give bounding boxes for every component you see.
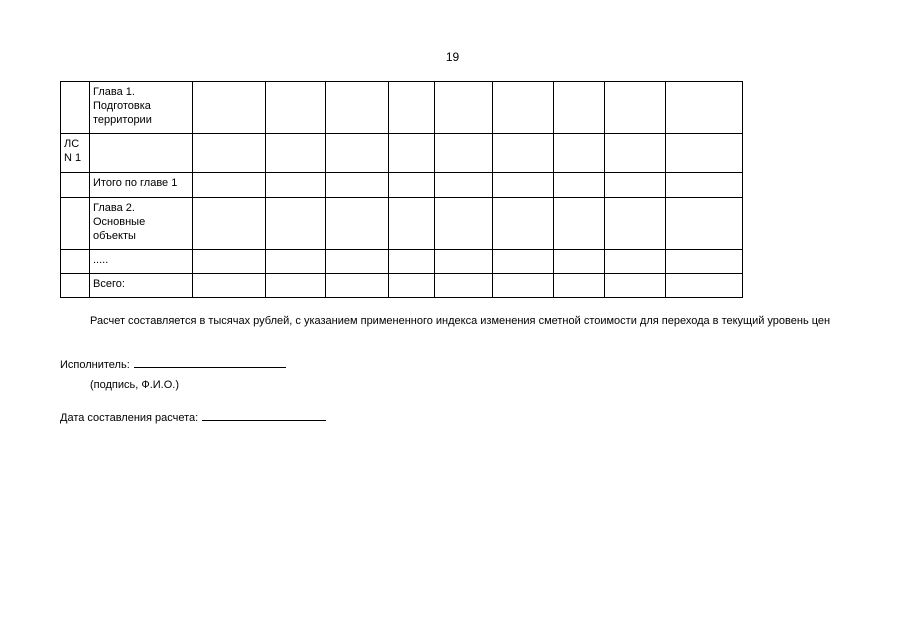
page-number: 19 xyxy=(445,50,460,64)
row-name-cell: Всего: xyxy=(90,274,193,298)
row-name-cell: ..... xyxy=(90,250,193,274)
row-code-cell xyxy=(61,173,90,198)
date-label: Дата составления расчета: xyxy=(60,412,199,424)
row-code-cell xyxy=(61,82,90,134)
table-row xyxy=(61,274,743,298)
row-name-cell: Глава 1. Подготовка территории xyxy=(90,82,193,134)
executor-line xyxy=(60,355,286,372)
table-row xyxy=(61,134,743,173)
signature-hint: (подпись, Ф.И.О.) xyxy=(90,379,180,391)
row-code-cell xyxy=(61,198,90,250)
table-row xyxy=(61,250,743,274)
table-row xyxy=(61,173,743,198)
row-name-cell: Глава 2. Основные объекты xyxy=(90,198,193,250)
executor-signature-blank xyxy=(134,355,286,368)
date-blank xyxy=(202,408,326,421)
estimate-table xyxy=(60,81,743,298)
executor-label: Исполнитель: xyxy=(60,359,130,371)
calculation-note: Расчет составляется в тысячах рублей, с указанием примененного индекса изменения сметной стоимости для перехода в текущий уровень цен xyxy=(90,315,831,327)
row-code-cell xyxy=(61,250,90,274)
row-code-cell: ЛС N 1 xyxy=(61,134,90,173)
table-row xyxy=(61,198,743,250)
row-name-cell xyxy=(90,134,193,173)
table-row xyxy=(61,82,743,134)
row-code-cell xyxy=(61,274,90,298)
date-line xyxy=(60,408,326,425)
row-name-cell: Итого по главе 1 xyxy=(90,173,193,198)
